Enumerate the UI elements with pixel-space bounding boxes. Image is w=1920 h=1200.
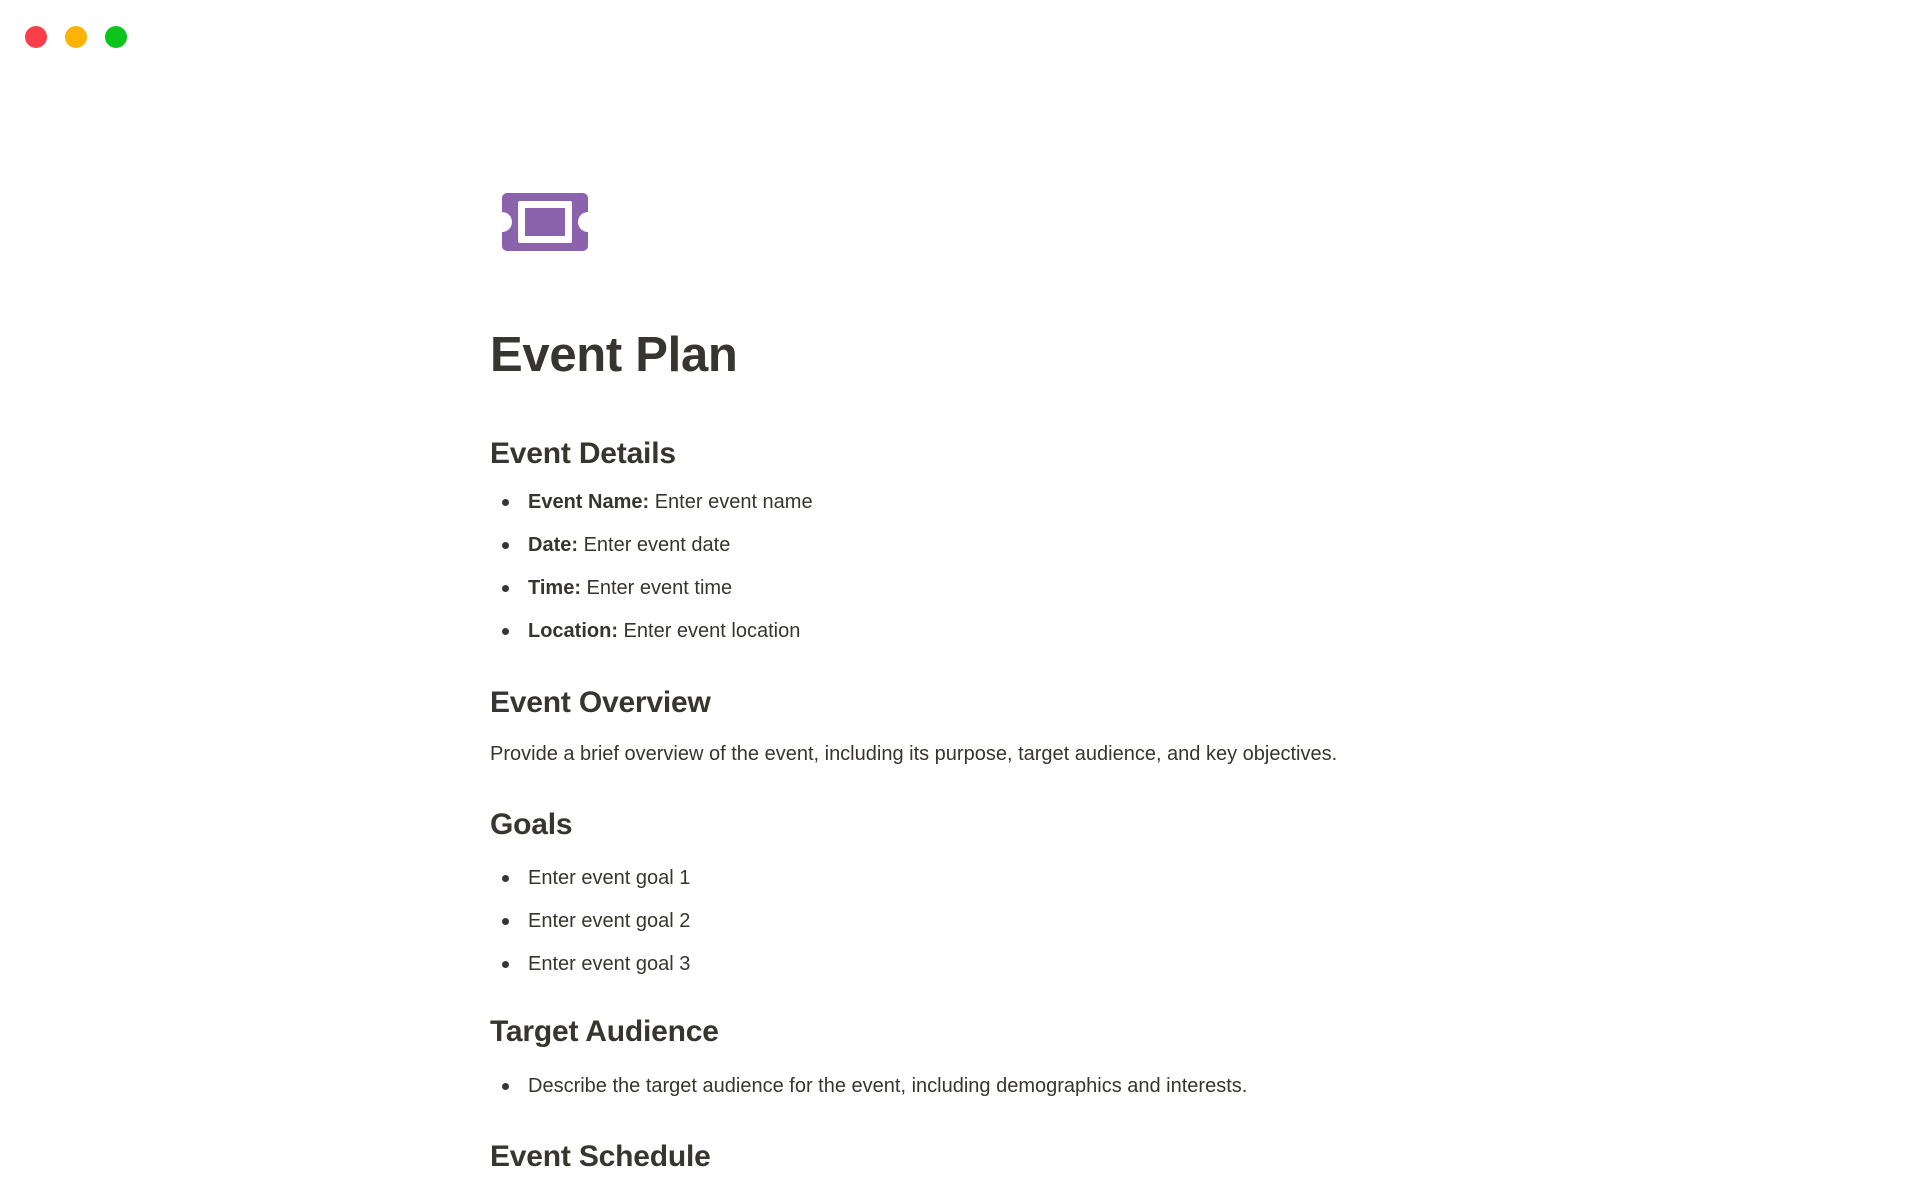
bullet-marker [502, 542, 509, 549]
list-item-label: Event Name: [528, 491, 650, 513]
list-item-text: Enter event goal 3 [528, 953, 691, 975]
list-item-text: Enter event time [580, 577, 733, 599]
list-item-text: Enter event name [649, 491, 813, 513]
bullet-marker [502, 918, 509, 925]
list-item[interactable] [490, 487, 1590, 517]
bullet-marker [502, 499, 509, 506]
minimize-button[interactable] [65, 26, 87, 48]
list-item[interactable] [490, 1071, 1590, 1101]
list-item-text: Describe the target audience for the event, including demographics and interests. [528, 1075, 1248, 1097]
close-button[interactable] [25, 26, 47, 48]
section-heading-event-schedule[interactable]: Event Schedule [490, 1140, 711, 1173]
list-item-label: Time: [528, 577, 581, 599]
bullet-marker [502, 1083, 509, 1090]
section-heading-target-audience[interactable]: Target Audience [490, 1015, 719, 1048]
list-item[interactable] [490, 906, 1590, 936]
bullet-marker [502, 628, 509, 635]
bullet-marker [502, 961, 509, 968]
event-overview-paragraph[interactable]: Provide a brief overview of the event, including its purpose, target audience, and key objectives. [490, 743, 1338, 765]
section-heading-goals[interactable]: Goals [490, 808, 573, 841]
list-item-label: Date: [528, 534, 579, 556]
section-heading-event-overview[interactable]: Event Overview [490, 686, 711, 719]
bullet-marker [502, 875, 509, 882]
event-details-list [490, 487, 1590, 659]
list-item-text: Enter event goal 2 [528, 910, 691, 932]
ticket-icon [502, 193, 588, 251]
section-heading-event-details[interactable]: Event Details [490, 437, 676, 470]
list-item-text: Enter event date [578, 534, 731, 556]
zoom-button[interactable] [105, 26, 127, 48]
page-title[interactable]: Event Plan [490, 328, 738, 382]
list-item-text: Enter event goal 1 [528, 867, 691, 889]
goals-list [490, 863, 1590, 992]
list-item-label: Location: [528, 620, 618, 642]
page-icon-button[interactable] [502, 193, 588, 251]
window-controls [25, 26, 127, 48]
list-item[interactable] [490, 863, 1590, 893]
list-item[interactable] [490, 573, 1590, 603]
list-item[interactable] [490, 530, 1590, 560]
list-item[interactable] [490, 616, 1590, 646]
bullet-marker [502, 585, 509, 592]
list-item[interactable] [490, 949, 1590, 979]
target-audience-list [490, 1071, 1590, 1114]
list-item-text: Enter event location [618, 620, 801, 642]
